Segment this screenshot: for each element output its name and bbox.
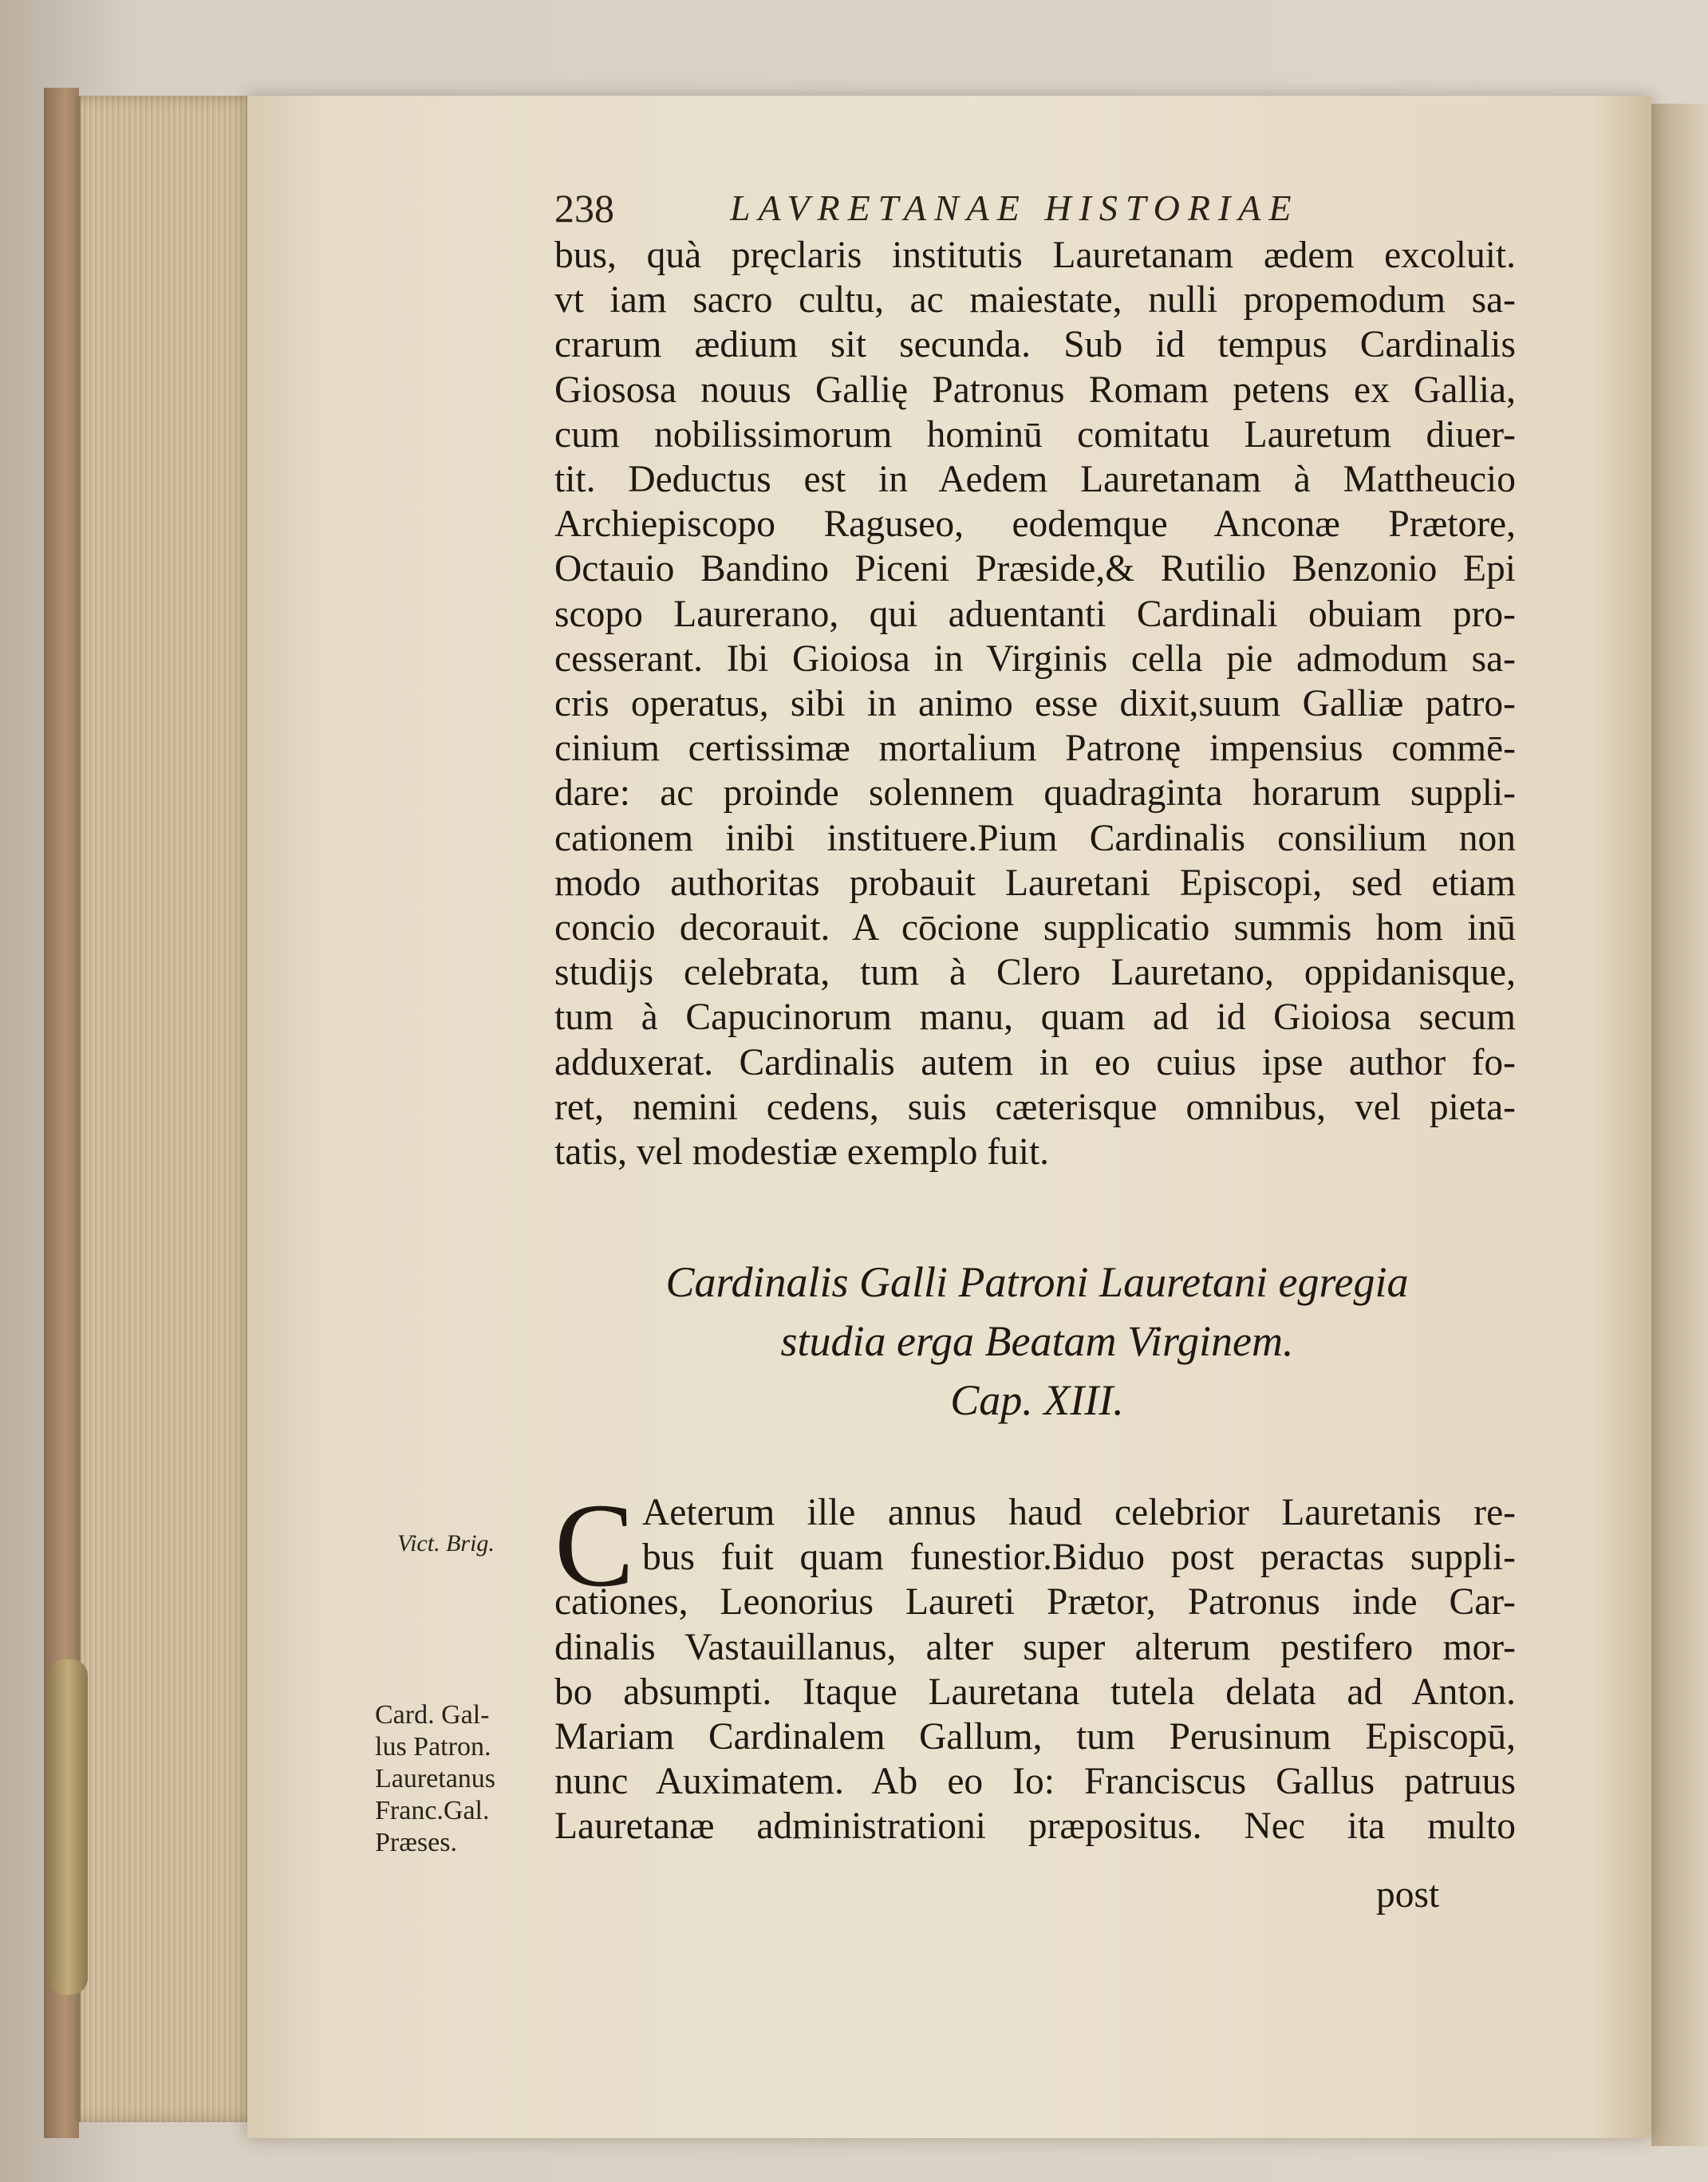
margin-note-1: Vict. Brig.	[397, 1530, 495, 1557]
paragraph-2	[554, 1490, 1516, 1849]
text-line: bo absumpti. Itaque Lauretana tutela delata ad Anton.	[554, 1671, 1516, 1713]
margin-note-line: Franc.Gal.	[375, 1796, 490, 1825]
page-stack-edge	[76, 96, 264, 2122]
text-line: tit. Deductus est in Aedem Lauretanam à Mattheucio	[554, 459, 1516, 501]
text-line: crarum ædium sit secunda. Sub id tempus Cardinalis	[554, 324, 1516, 366]
ribbon-marker	[48, 1659, 88, 1995]
text-line: Lauretanæ administrationi præpositus. Nec ita multo	[554, 1805, 1516, 1848]
text-line: ret, nemini cedens, suis cæterisque omnibus, vel pieta-	[554, 1086, 1516, 1128]
drop-capital: C	[554, 1479, 635, 1612]
chapter-heading-line: studia erga Beatam Virginem.	[780, 1317, 1294, 1365]
margin-note-2	[375, 1699, 495, 1859]
text-line: bus fuit quam funestior.Biduo post peractas suppli-	[642, 1537, 1516, 1579]
margin-note-line: lus Patron.	[375, 1732, 491, 1762]
running-title: LAVRETANAE HISTORIAE	[730, 187, 1300, 228]
page-number: 238	[554, 186, 614, 231]
text-line: studijs celebrata, tum à Clero Lauretano, oppidanisque,	[554, 952, 1516, 994]
text-line: Giososa nouus Gallię Patronus Romam petens ex Gallia,	[554, 369, 1516, 411]
text-line: Mariam Cardinalem Gallum, tum Perusinum Episcopū,	[554, 1716, 1516, 1758]
text-line: adduxerat. Cardinalis autem in eo cuius ipse author fo-	[554, 1041, 1516, 1083]
text-line: Archiepiscopo Raguseo, eodemque Anconæ Prætore,	[554, 503, 1516, 546]
text-line: nunc Auximatem. Ab eo Io: Franciscus Gallus patruus	[554, 1761, 1516, 1803]
text-line: bus, quà pręclaris institutis Lauretanam ædem excoluit.	[554, 235, 1516, 276]
text-line: cesserant. Ibi Gioiosa in Virginis cella pie admodum sa-	[554, 637, 1516, 680]
text-line: dinalis Vastauillanus, alter super alterum pestifero mor-	[554, 1626, 1516, 1668]
text-line: cationem inibi instituere.Pium Cardinalis consilium non	[554, 817, 1516, 859]
text-line: modo authoritas probauit Lauretani Episcopi, sed etiam	[554, 862, 1516, 904]
text-line: tum à Capucinorum manu, quam ad id Gioiosa secum	[554, 996, 1516, 1039]
text-line: cationes, Leonorius Laureti Prætor, Patronus inde Car-	[554, 1581, 1516, 1624]
text-line: scopo Laurerano, qui aduentanti Cardinali obuiam pro-	[554, 593, 1516, 635]
facing-page-edge	[1651, 104, 1708, 2146]
text-line: Aeterum ille annus haud celebrior Lauretanis re-	[642, 1492, 1516, 1533]
text-line: concio decorauit. A cōcione supplicatio summis hom inū	[554, 907, 1516, 949]
text-line: dare: ac proinde solennem quadraginta horarum suppli-	[554, 772, 1516, 815]
margin-note-line: Card. Gal-	[375, 1700, 490, 1730]
paragraph-1	[554, 233, 1516, 1174]
chapter-number: Cap. XIII.	[950, 1376, 1124, 1424]
margin-note-line: Præses.	[375, 1828, 457, 1857]
text-line: vt iam sacro cultu, ac maiestate, nulli propemodum sa-	[554, 279, 1516, 322]
chapter-heading-line: Cardinalis Galli Patroni Lauretani egregia	[665, 1258, 1409, 1306]
chapter-heading	[558, 1253, 1516, 1430]
margin-note-line: Lauretanus	[375, 1764, 496, 1793]
text-line: cris operatus, sibi in animo esse dixit,suum Galliæ patro-	[554, 683, 1516, 725]
text-line: tatis, vel modestiæ exemplo fuit.	[554, 1131, 1050, 1174]
text-line: Octauio Bandino Piceni Præside,& Rutilio Benzonio Epi	[554, 548, 1516, 590]
text-line: cum nobilissimorum hominū comitatu Lauretum diuer-	[554, 413, 1516, 456]
text-line: cinium certissimæ mortalium Patronę impensius commē-	[554, 728, 1516, 770]
catchword: post	[1376, 1874, 1440, 1916]
